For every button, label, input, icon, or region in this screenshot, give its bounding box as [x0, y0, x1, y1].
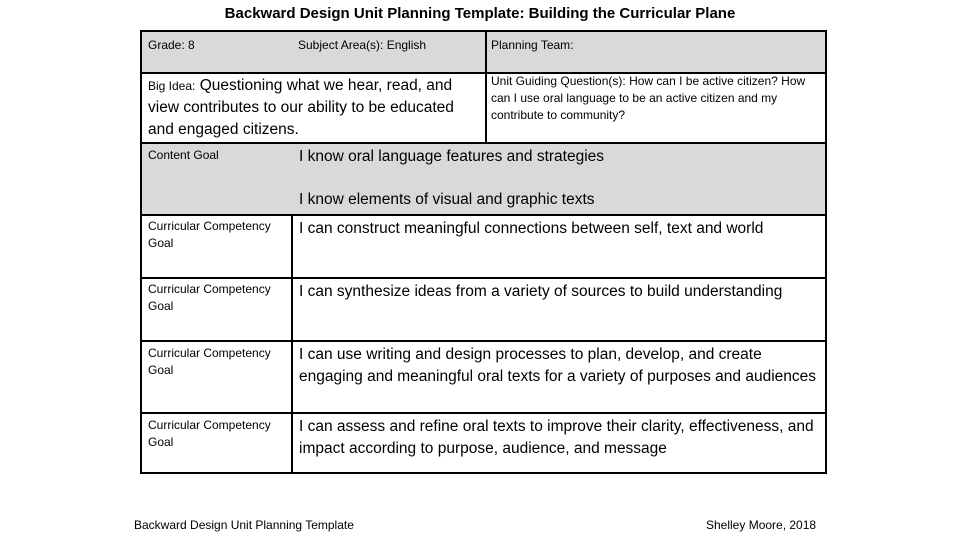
big-idea-cell: [148, 75, 483, 141]
big-idea-label: Big Idea:: [148, 79, 196, 93]
row-divider: [142, 412, 825, 414]
competency-goal-text: I can use writing and design processes to plan, develop, and create engaging and meaningful oral texts for a variety of purposes and audiences: [299, 346, 817, 385]
page-title: Backward Design Unit Planning Template: Building the Curricular Plane: [224, 5, 736, 22]
competency-goal-label: Curricular Competency Goal: [148, 418, 271, 449]
guiding-question-cell: [491, 73, 821, 124]
column-divider: [291, 214, 293, 472]
grade-cell: [148, 37, 288, 54]
competency-goal-text: I can construct meaningful connections between self, text and world: [299, 220, 764, 237]
content-goal-label: Content Goal: [148, 148, 219, 162]
row-divider: [142, 340, 825, 342]
row-divider: [142, 142, 825, 144]
row-divider: [142, 214, 825, 216]
subject-text: Subject Area(s): English: [298, 38, 427, 52]
planning-team-cell: [491, 37, 821, 54]
content-goal-item: I know elements of visual and graphic texts: [299, 191, 595, 208]
competency-goal-label: Curricular Competency Goal: [148, 219, 271, 250]
content-goal-label-cell: [148, 147, 288, 164]
planning-team-text: Planning Team:: [491, 38, 574, 52]
subject-cell: [298, 37, 483, 54]
planning-table: [140, 30, 827, 474]
column-divider: [485, 32, 487, 142]
competency-goal-text: I can assess and refine oral texts to improve their clarity, effectiveness, and impact according to purpose, audience, and message: [299, 418, 814, 457]
content-goal-item: I know oral language features and strategies: [299, 148, 605, 165]
grade-text: Grade: 8: [148, 38, 195, 52]
footer-left: Backward Design Unit Planning Template: [134, 518, 354, 532]
competency-goal-text: I can synthesize ideas from a variety of sources to build understanding: [299, 283, 783, 300]
guiding-question-label: Unit Guiding Question(s):: [491, 74, 626, 88]
row-divider: [142, 72, 825, 74]
competency-goal-label: Curricular Competency Goal: [148, 282, 271, 313]
guiding-question-text: How can I be active citizen? How can I use oral language to be an active citizen and my contribute to community?: [491, 74, 806, 122]
footer-right: Shelley Moore, 2018: [706, 518, 817, 532]
big-idea-text: Questioning what we hear, read, and view contributes to our ability to be educated and engaged citizens.: [148, 77, 454, 138]
competency-goal-label: Curricular Competency Goal: [148, 346, 271, 377]
row-divider: [142, 277, 825, 279]
